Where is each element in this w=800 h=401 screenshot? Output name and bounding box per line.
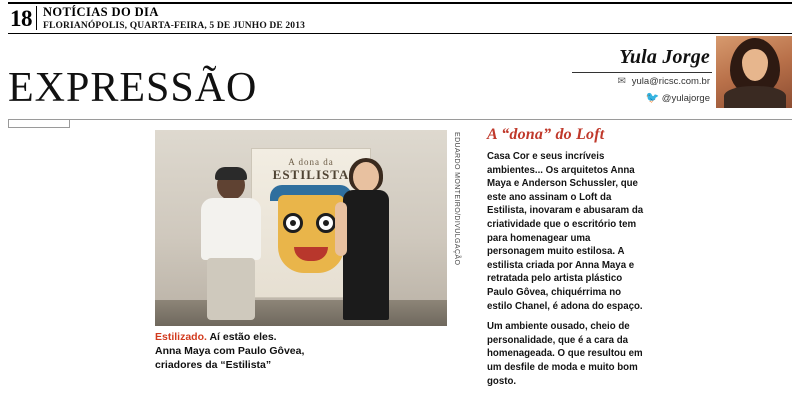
article-paragraph-2: Um ambiente ousado, cheio de personalidade, que é a cara da homenageada. O que resultou em um desfile de moda e muito bom gosto. — [487, 321, 643, 387]
columnist-name: Yula Jorge — [619, 46, 710, 68]
person-right-head — [353, 162, 379, 192]
person-left-legs — [207, 258, 255, 320]
page-number: 18 — [10, 6, 32, 31]
page-title-wrap — [8, 60, 528, 116]
caption-line-2: Anna Maya com Paulo Gôvea, — [155, 345, 305, 357]
masthead — [0, 0, 800, 34]
twitter-bird-icon: 🐦 — [645, 92, 660, 104]
page-title: EXPRESSÃO — [8, 65, 258, 111]
columnist-underline — [572, 72, 712, 73]
article-headline: A “dona” do Loft — [487, 126, 605, 143]
masthead-divider — [36, 6, 37, 30]
title-tab — [8, 119, 70, 128]
person-left-shirt — [201, 198, 261, 260]
columnist-portrait — [716, 36, 792, 108]
columnist-block — [524, 36, 792, 108]
columnist-twitter-handle: @yulajorge — [661, 93, 710, 104]
person-left-cap — [215, 167, 247, 180]
masthead-bottom-rule — [8, 33, 792, 34]
photo-person-left — [193, 170, 271, 320]
columnist-email: yula@ricsc.com.br — [631, 76, 710, 87]
article-column — [487, 126, 647, 388]
person-right-arm — [335, 202, 347, 256]
photo-person-right — [333, 162, 399, 320]
artwork-label-small: A dona da — [288, 157, 334, 167]
masthead-top-rule — [8, 2, 792, 4]
portrait-shoulders — [724, 86, 786, 108]
columnist-twitter-row[interactable] — [646, 93, 710, 104]
columnist-email-row[interactable] — [616, 76, 710, 87]
artwork-mouth — [294, 247, 328, 261]
caption-rest: Aí estão eles. — [206, 331, 277, 343]
section-name: NOTÍCIAS DO DIA — [43, 5, 159, 19]
dateline: FLORIANÓPOLIS, QUARTA-FEIRA, 5 DE JUNHO DE 2013 — [43, 21, 306, 31]
photo-caption — [155, 330, 455, 372]
person-right-dress — [343, 190, 389, 320]
photo-credit: EDUARDO MONTEIRO/DIVULGAÇÃO — [453, 132, 460, 266]
title-rule — [8, 119, 792, 120]
caption-line-3: criadores da “Estilista” — [155, 359, 272, 371]
article-photo — [155, 130, 447, 326]
article-paragraph-1: Casa Cor e seus incríveis ambientes... Os arquitetos Anna Maya e Anderson Schussler, que este ano assinam o Loft da Estilista, inovaram e abusaram da criatividade que o escritório tem para homenagear uma personagem muito estilosa. A estilista criada por Anna Maya e retratada pelo artista plástico Paulo Gôvea, chiquérrima no estilo Chanel, é adona do espaço. — [487, 151, 644, 312]
artwork-eye-left — [283, 213, 303, 233]
artwork-label-big: ESTILISTA — [272, 167, 350, 182]
caption-lead: Estilizado. — [155, 331, 207, 343]
envelope-icon: ✉ — [617, 76, 626, 87]
